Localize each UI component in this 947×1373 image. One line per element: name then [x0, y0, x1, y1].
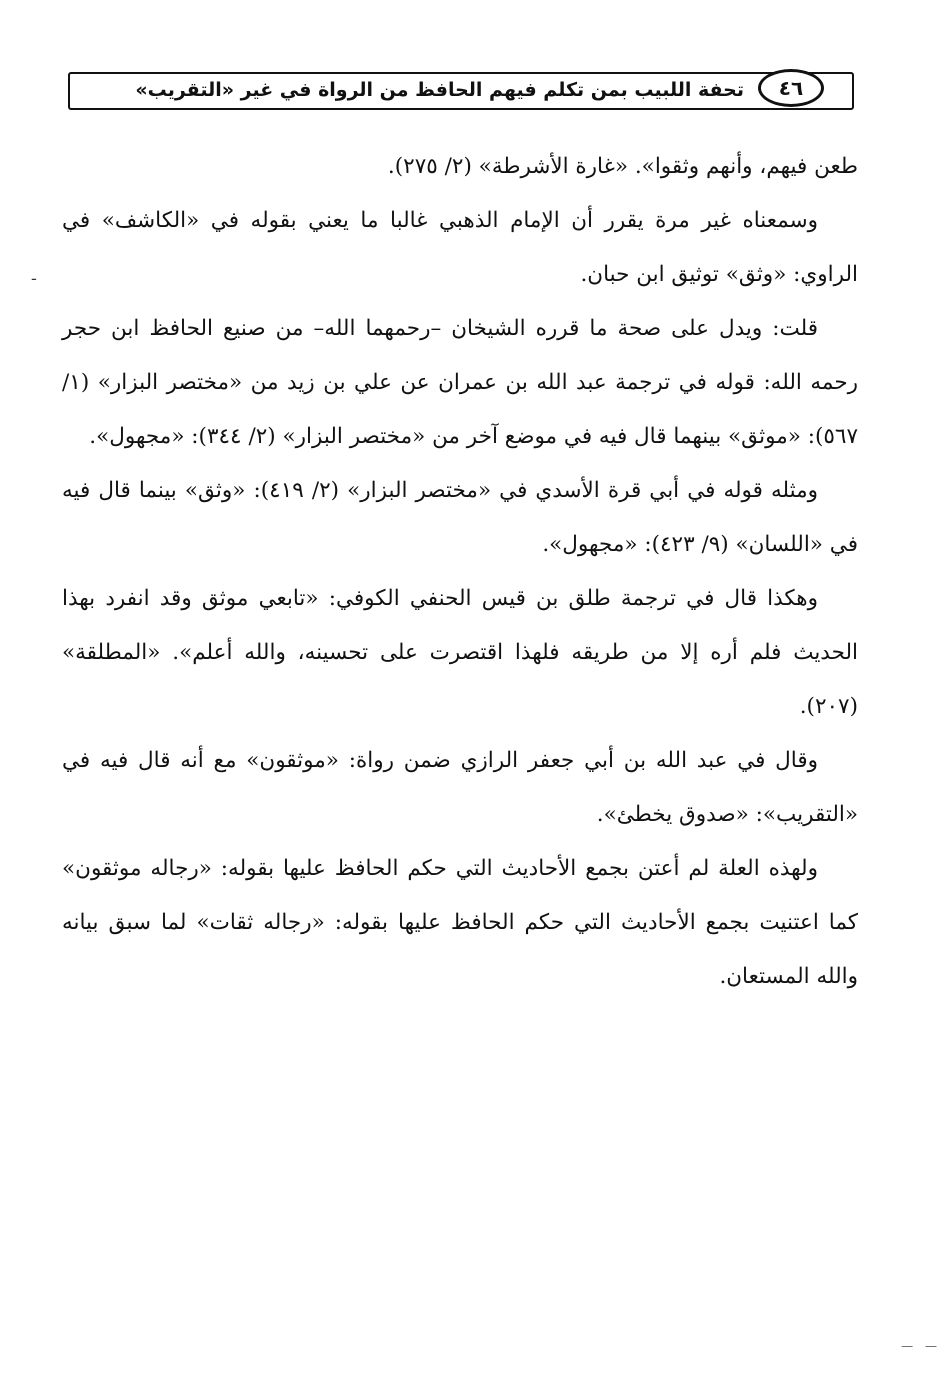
paragraph-7: ولهذه العلة لم أعتن بجمع الأحاديث التي حكم الحافظ عليها بقوله: «رجاله موثقون» كما اعتنيت بجمع الأحاديث التي حكم الحافظ عليها بقوله: «رجاله ثقات» لما سبق بيانه والله المستعان.	[62, 856, 858, 989]
body-text	[62, 140, 858, 1004]
paragraph-3: قلت: ويدل على صحة ما قرره الشيخان –رحمهما الله– من صنيع الحافظ ابن حجر رحمه الله: قوله في ترجمة عبد الله بن عمران عن علي بن زيد من «مختصر البزار» (١/ ٥٦٧): «موثق» بينهما قال فيه في موضع آخر من «مختصر البزار» (٢/ ٣٤٤): «مجهول».	[62, 316, 858, 449]
paragraph-6: وقال في عبد الله بن أبي جعفر الرازي ضمن رواة: «موثقون» مع أنه قال فيه في «التقريب»: «صدوق يخطئ».	[62, 748, 858, 827]
book-title: تحفة اللبيب بمن تكلم فيهم الحافظ من الرواة في غير «التقريب»	[135, 79, 744, 101]
running-header	[68, 72, 854, 110]
paragraph-4: ومثله قوله في أبي قرة الأسدي في «مختصر البزار» (٢/ ٤١٩): «وثق» بينما قال فيه في «اللسان» (٩/ ٤٢٣): «مجهول».	[62, 478, 858, 557]
paragraph-2: وسمعناه غير مرة يقرر أن الإمام الذهبي غالبا ما يعني بقوله في «الكاشف» في الراوي: «وثق» توثيق ابن حبان.	[62, 208, 858, 287]
scan-speck: ـ	[31, 268, 36, 284]
paragraph-1: طعن فيهم، وأنهم وثقوا». «غارة الأشرطة» (٢/ ٢٧٥).	[387, 154, 858, 179]
page-number: ٤٦	[758, 69, 824, 107]
paragraph-5: وهكذا قال في ترجمة طلق بن قيس الحنفي الكوفي: «تابعي موثق وقد انفرد بهذا الحديث فلم أره إلا من طريقه فلهذا اقتصرت على تحسينه، والله أعلم». «المطلقة» (٢٠٧).	[62, 586, 858, 719]
scan-edge-marks: — —	[901, 1339, 941, 1353]
